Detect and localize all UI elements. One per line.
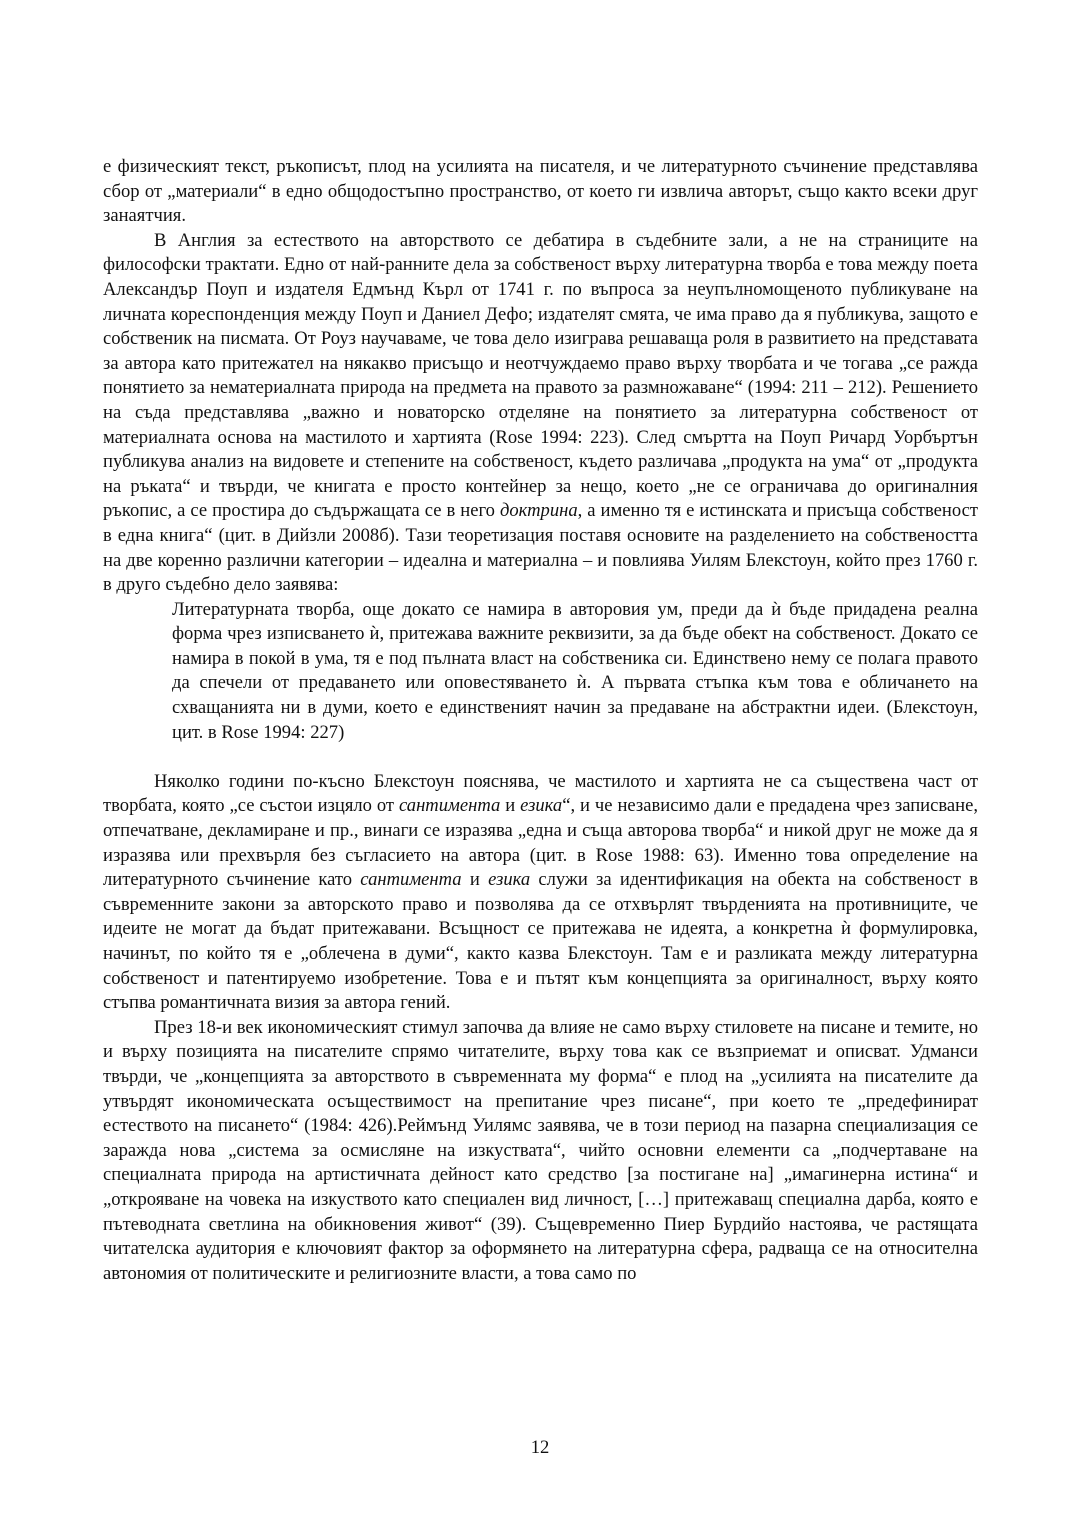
block-quote: Литературната творба, още докато се намира в авторовия ум, преди да ѝ бъде придадена реална форма чрез изписването ѝ, притежава важните реквизити, за да бъде обект на собственост. Докато се намира в покой в ума, тя е под пълната власт на собственика си. Единствено нему се полага правото да спечели от предаването или оповестяването ѝ. А първата стъпка към това е обличането на схващанията ни в думи, което е единственият начин за предаване на абстрактни идеи. (Блекстоун, цит. в Rose 1994: 227) xyxy=(172,598,978,743)
paragraph-3-text-a: Няколко години по-късно Блекстоун пояснява, че мастилото и хартията не са съществена част от творбата, която „се състои изцяло от xyxy=(103,770,978,817)
paragraph-3-emphasis-2: езика xyxy=(520,795,563,817)
paragraph-3-text-c: “, и че независимо дали е предадена чрез записване, отпечатване, декламиране и пр., винаги се изразява „една и съща авторова творба“ и никой друг не може да я изразява или прехвърля без съгласието на автора (цит. в Rose 1988: 63). Именно това определение на литературното съчинение като xyxy=(103,795,979,891)
paragraph-3-emphasis-4: езика xyxy=(488,869,531,891)
paragraph-2-text-b: , а именно тя е истинската и присъща собственост в една книга“ (цит. в Дийзли 2008б). Тази теоретизация поставя основите на разделението на собствеността на две коренно различни категории – идеална и материална – и повлиява Уилям Блекстоун, който през 1760 г. в друго съдебно дело заявява: xyxy=(103,500,978,596)
paragraph-3 xyxy=(103,770,978,1016)
paragraph-1: е физическият текст, ръкописът, плод на усилията на писателя, и че литературното съчинение представлява сбор от „материали“ в едно общодостъпно пространство, от което ги извлича авторът, също както всеки друг занаятчия. xyxy=(103,156,978,227)
paragraph-2-text-a: В Англия за естеството на авторството се дебатира в съдебните зали, а не на страниците на философски трактати. Едно от най-ранните дела за собственост върху литературна творба е това между поета Александър Поуп и издателя Едмънд Кърл от 1741 г. по въпроса за неупълномощеното публикуване на личната кореспонденция между Поуп и Даниел Дефо; издателят смята, че има право да я публикува, защото е собственик на писмата. От Роуз научаваме, че това дело изиграва решаваща роля в развитието на представата за автора като притежател на някакво присъщо и неотчуждаемо право върху творбата и че тогава „се ражда понятието за нематериалната природа на предмета на правото за размножаване“ (1994: 211 – 212). Решението на съда представлява „важно и новаторско отделяне на понятието за литературна собственост от материалната основа на мастилото и хартията (Rose 1994: 223). След смъртта на Поуп Ричард Уорбъртън публикува анализ на видовете и степените на собственост, където различава „продукта на ума“ от „продукта на ръката“ и твърди, че книгата е просто контейнер за нещо, което „не се ограничава до оригиналния ръкопис, а се простира до съдържащата се в него xyxy=(103,229,978,522)
paragraph-4: През 18-и век икономическият стимул започва да влияе не само върху стиловете на писане и темите, но и върху позицията на писателите спрямо читателите, върху това как се възприемат и описват. Удманси твърди, че „концепцията за авторството в съвременната му форма“ е плод на „усилията на писателите да утвърдят икономическата осъществимост на препитание чрез писане“, при което те „предефинират естеството на писането“ (1984: 426).Реймънд Уилямс заявява, че в този период на пазарна специализация се заражда нова „система за осмисляне на изкуствата“, чийто основни елементи са „подчертаване на специалната природа на артистичната дейност като средство [за постигане на] „имагинерна истина“ и „открояване на човека на изкуството като специален вид личност, […] притежаващ специална дарба, която е пътеводната светлина на обикновения живот“ (39). Същевременно Пиер Бурдийо настоява, че растящата читателска аудитория е ключовият фактор за оформянето на литературна сфера, радваща се на относителна автономия от политическите и религиозните власти, а това само по xyxy=(103,1016,978,1284)
paragraph-2 xyxy=(103,229,978,598)
paragraph-3-text-d: и xyxy=(461,869,489,891)
paragraph-3-text-b: и xyxy=(500,795,521,817)
page-number: 12 xyxy=(530,1437,550,1458)
paragraph-3-text-e: служи за идентификация на обекта на собственост в съвременните закони за авторското право и позволява да се отхвърлят твърденията на противниците, че идеите не могат да бъдат притежавани. Всъщност се притежава не идеята, а конкретна ѝ формулировка, начинът, по който тя е „облечена в думи“, както казва Блекстоун. Там е и разликата между литературна собственост и патентируемо изобретение. Това е и пътят към концепцията за оригиналност, върху която стъпва романтичната визия за автора гений. xyxy=(103,869,978,1014)
paragraph-2-emphasis: доктрина xyxy=(499,500,578,522)
body-text xyxy=(103,155,978,1286)
paragraph-3-emphasis-3: сантимента xyxy=(360,869,462,891)
paragraph-3-emphasis-1: сантимента xyxy=(399,795,501,817)
